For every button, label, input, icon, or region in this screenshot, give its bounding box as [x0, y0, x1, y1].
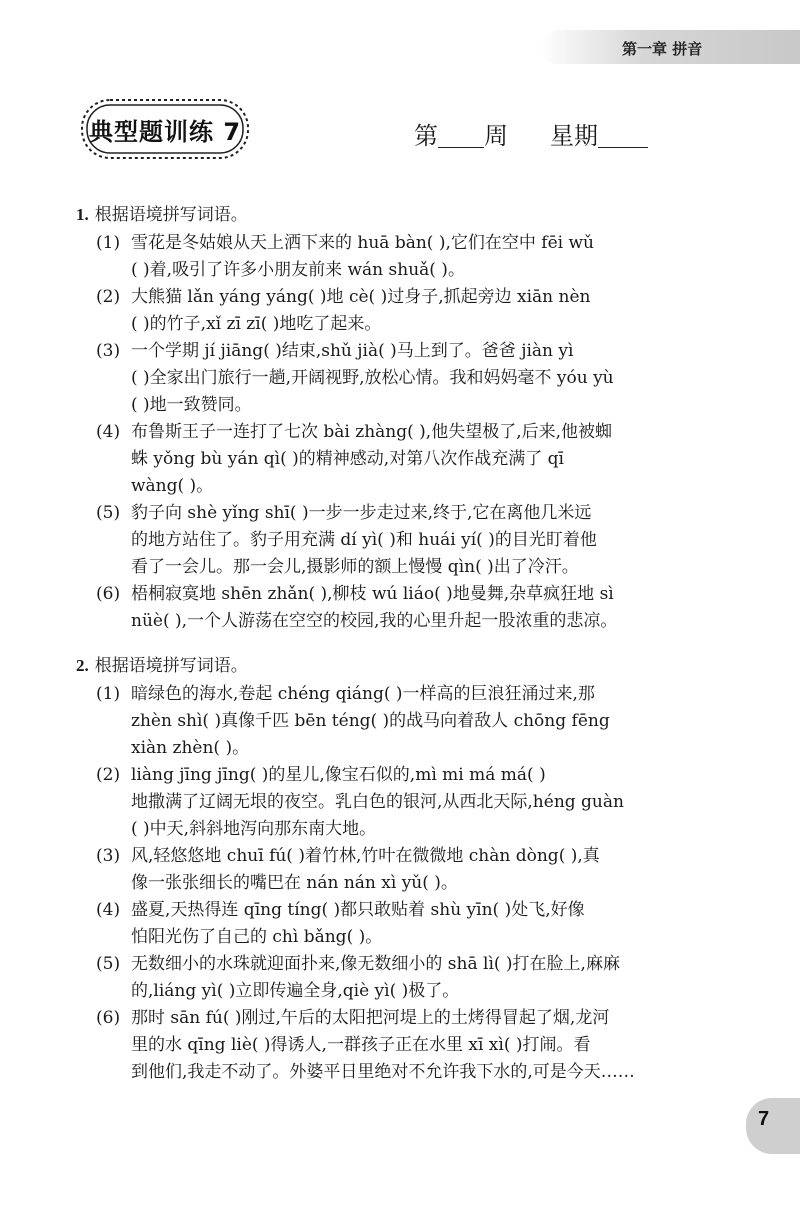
- item-text: [131, 897, 716, 951]
- item-text: [131, 681, 716, 762]
- item-text: [131, 419, 716, 500]
- item-line: 看了一会儿。那一会儿,摄影师的额上慢慢 qìn( )出了冷汗。: [131, 557, 579, 577]
- item-line: 梧桐寂寞地 shēn zhǎn( ),柳枝 wú liáo( )地曼舞,杂草疯狂地 sì: [131, 584, 614, 604]
- exercise-item: [76, 843, 716, 897]
- item-number: (1): [96, 233, 121, 253]
- weekday-blank[interactable]: [598, 147, 648, 148]
- week-day-line: [414, 116, 648, 151]
- chapter-label: 第一章 拼音: [622, 40, 703, 58]
- item-text: [131, 951, 716, 1005]
- item-number: (4): [96, 422, 121, 442]
- item-line: ( )着,吸引了许多小朋友前来 wán shuǎ( )。: [131, 260, 465, 280]
- exercise-item: [76, 762, 716, 843]
- item-text: [131, 338, 716, 419]
- title-badge: [78, 96, 252, 162]
- item-text: [131, 1005, 716, 1086]
- item-number: (5): [96, 954, 121, 974]
- exercise-item: [76, 897, 716, 951]
- exercise-item: [76, 951, 716, 1005]
- section-heading: [76, 651, 716, 681]
- item-text: [131, 843, 716, 897]
- week-prefix: 第: [414, 122, 438, 150]
- item-line: ( )地一致赞同。: [131, 395, 252, 415]
- item-line: liàng jīng jīng( )的星儿,像宝石似的,mì mi má má( ): [131, 765, 546, 785]
- exercise-item: [76, 1005, 716, 1086]
- item-line: 布鲁斯王子一连打了七次 bài zhàng( ),他失望极了,后来,他被蜘: [131, 422, 613, 442]
- item-line: 大熊猫 lǎn yáng yáng( )地 cè( )过身子,抓起旁边 xiān nèn: [131, 287, 591, 307]
- item-line: 风,轻悠悠地 chuī fú( )着竹林,竹叶在微微地 chàn dòng( ),真: [131, 846, 600, 866]
- exercise-item: [76, 581, 716, 635]
- item-number: (2): [96, 287, 121, 307]
- item-number: (3): [96, 341, 121, 361]
- item-number: (3): [96, 846, 121, 866]
- item-line: ( )的竹子,xǐ zī zī( )地吃了起来。: [131, 314, 382, 334]
- item-text: [131, 762, 716, 843]
- item-number: (4): [96, 900, 121, 920]
- item-line: 的地方站住了。豹子用充满 dí yì( )和 huái yí( )的目光盯着他: [131, 530, 597, 550]
- item-line: 无数细小的水珠就迎面扑来,像无数细小的 shā lì( )打在脸上,麻麻: [131, 954, 620, 974]
- exercise-item: [76, 338, 716, 419]
- exercise-content: [76, 200, 716, 1100]
- item-line: 豹子向 shè yǐng shī( )一步一步走过来,终于,它在离他几米远: [131, 503, 592, 523]
- item-line: 怕阳光伤了自己的 chì bǎng( )。: [131, 927, 383, 947]
- exercise-title: 典型题训练 7: [88, 117, 242, 146]
- item-line: 雪花是冬姑娘从天上洒下来的 huā bàn( ),它们在空中 fēi wǔ: [131, 233, 594, 253]
- item-line: 的,liáng yì( )立即传遍全身,qiè yì( )极了。: [131, 981, 460, 1001]
- item-text: [131, 230, 716, 284]
- page-tab: [746, 1098, 800, 1154]
- item-number: (5): [96, 503, 121, 523]
- item-line: nüè( ),一个人游荡在空空的校园,我的心里升起一股浓重的悲凉。: [131, 611, 618, 631]
- item-line: ( )中天,斜斜地泻向那东南大地。: [131, 819, 377, 839]
- exercise-item: [76, 500, 716, 581]
- section-title: 根据语境拼写词语。: [94, 205, 248, 225]
- item-line: ( )全家出门旅行一趟,开阔视野,放松心情。我和妈妈毫不 yóu yù: [131, 368, 614, 388]
- section-number: 2.: [76, 656, 89, 675]
- item-line: 地撒满了辽阔无垠的夜空。乳白色的银河,从西北天际,héng guàn: [131, 792, 624, 812]
- item-number: (6): [96, 1008, 121, 1028]
- exercise-section: [76, 200, 716, 635]
- exercise-item: [76, 681, 716, 762]
- item-number: (1): [96, 684, 121, 704]
- exercise-item: [76, 419, 716, 500]
- week-number-blank[interactable]: [438, 147, 484, 148]
- section-heading: [76, 200, 716, 230]
- item-text: [131, 284, 716, 338]
- item-text: [131, 500, 716, 581]
- exercise-item: [76, 230, 716, 284]
- section-number: 1.: [76, 205, 89, 224]
- item-line: 暗绿色的海水,卷起 chéng qiáng( )一样高的巨浪狂涌过来,那: [131, 684, 595, 704]
- exercise-section: [76, 651, 716, 1086]
- page-number: 7: [758, 1108, 770, 1130]
- item-number: (6): [96, 584, 121, 604]
- item-line: 里的水 qīng liè( )得诱人,一群孩子正在水里 xī xì( )打闹。看: [131, 1035, 591, 1055]
- item-line: 一个学期 jí jiāng( )结束,shǔ jià( )马上到了。爸爸 jiàn yì: [131, 341, 574, 361]
- item-line: wàng( )。: [131, 476, 214, 496]
- item-line: 像一张张细长的嘴巴在 nán nán xì yǔ( )。: [131, 873, 458, 893]
- item-number: (2): [96, 765, 121, 785]
- item-line: 到他们,我走不动了。外婆平日里绝对不允许我下水的,可是今天……: [131, 1062, 635, 1082]
- item-text: [131, 581, 716, 635]
- weekday-label: 星期: [550, 122, 598, 150]
- item-line: 那时 sān fú( )刚过,午后的太阳把河堤上的土烤得冒起了烟,龙河: [131, 1008, 610, 1028]
- item-line: xiàn zhèn( )。: [131, 738, 250, 758]
- item-line: zhèn shì( )真像千匹 bēn téng( )的战马向着敌人 chōng fēng: [131, 711, 610, 731]
- item-line: 蛛 yǒng bù yán qì( )的精神感动,对第八次作战充满了 qī: [131, 449, 564, 469]
- exercise-item: [76, 284, 716, 338]
- item-line: 盛夏,天热得连 qīng tíng( )都只敢贴着 shù yīn( )处飞,好像: [131, 900, 585, 920]
- section-title: 根据语境拼写词语。: [94, 656, 248, 676]
- week-middle: 周: [484, 122, 508, 150]
